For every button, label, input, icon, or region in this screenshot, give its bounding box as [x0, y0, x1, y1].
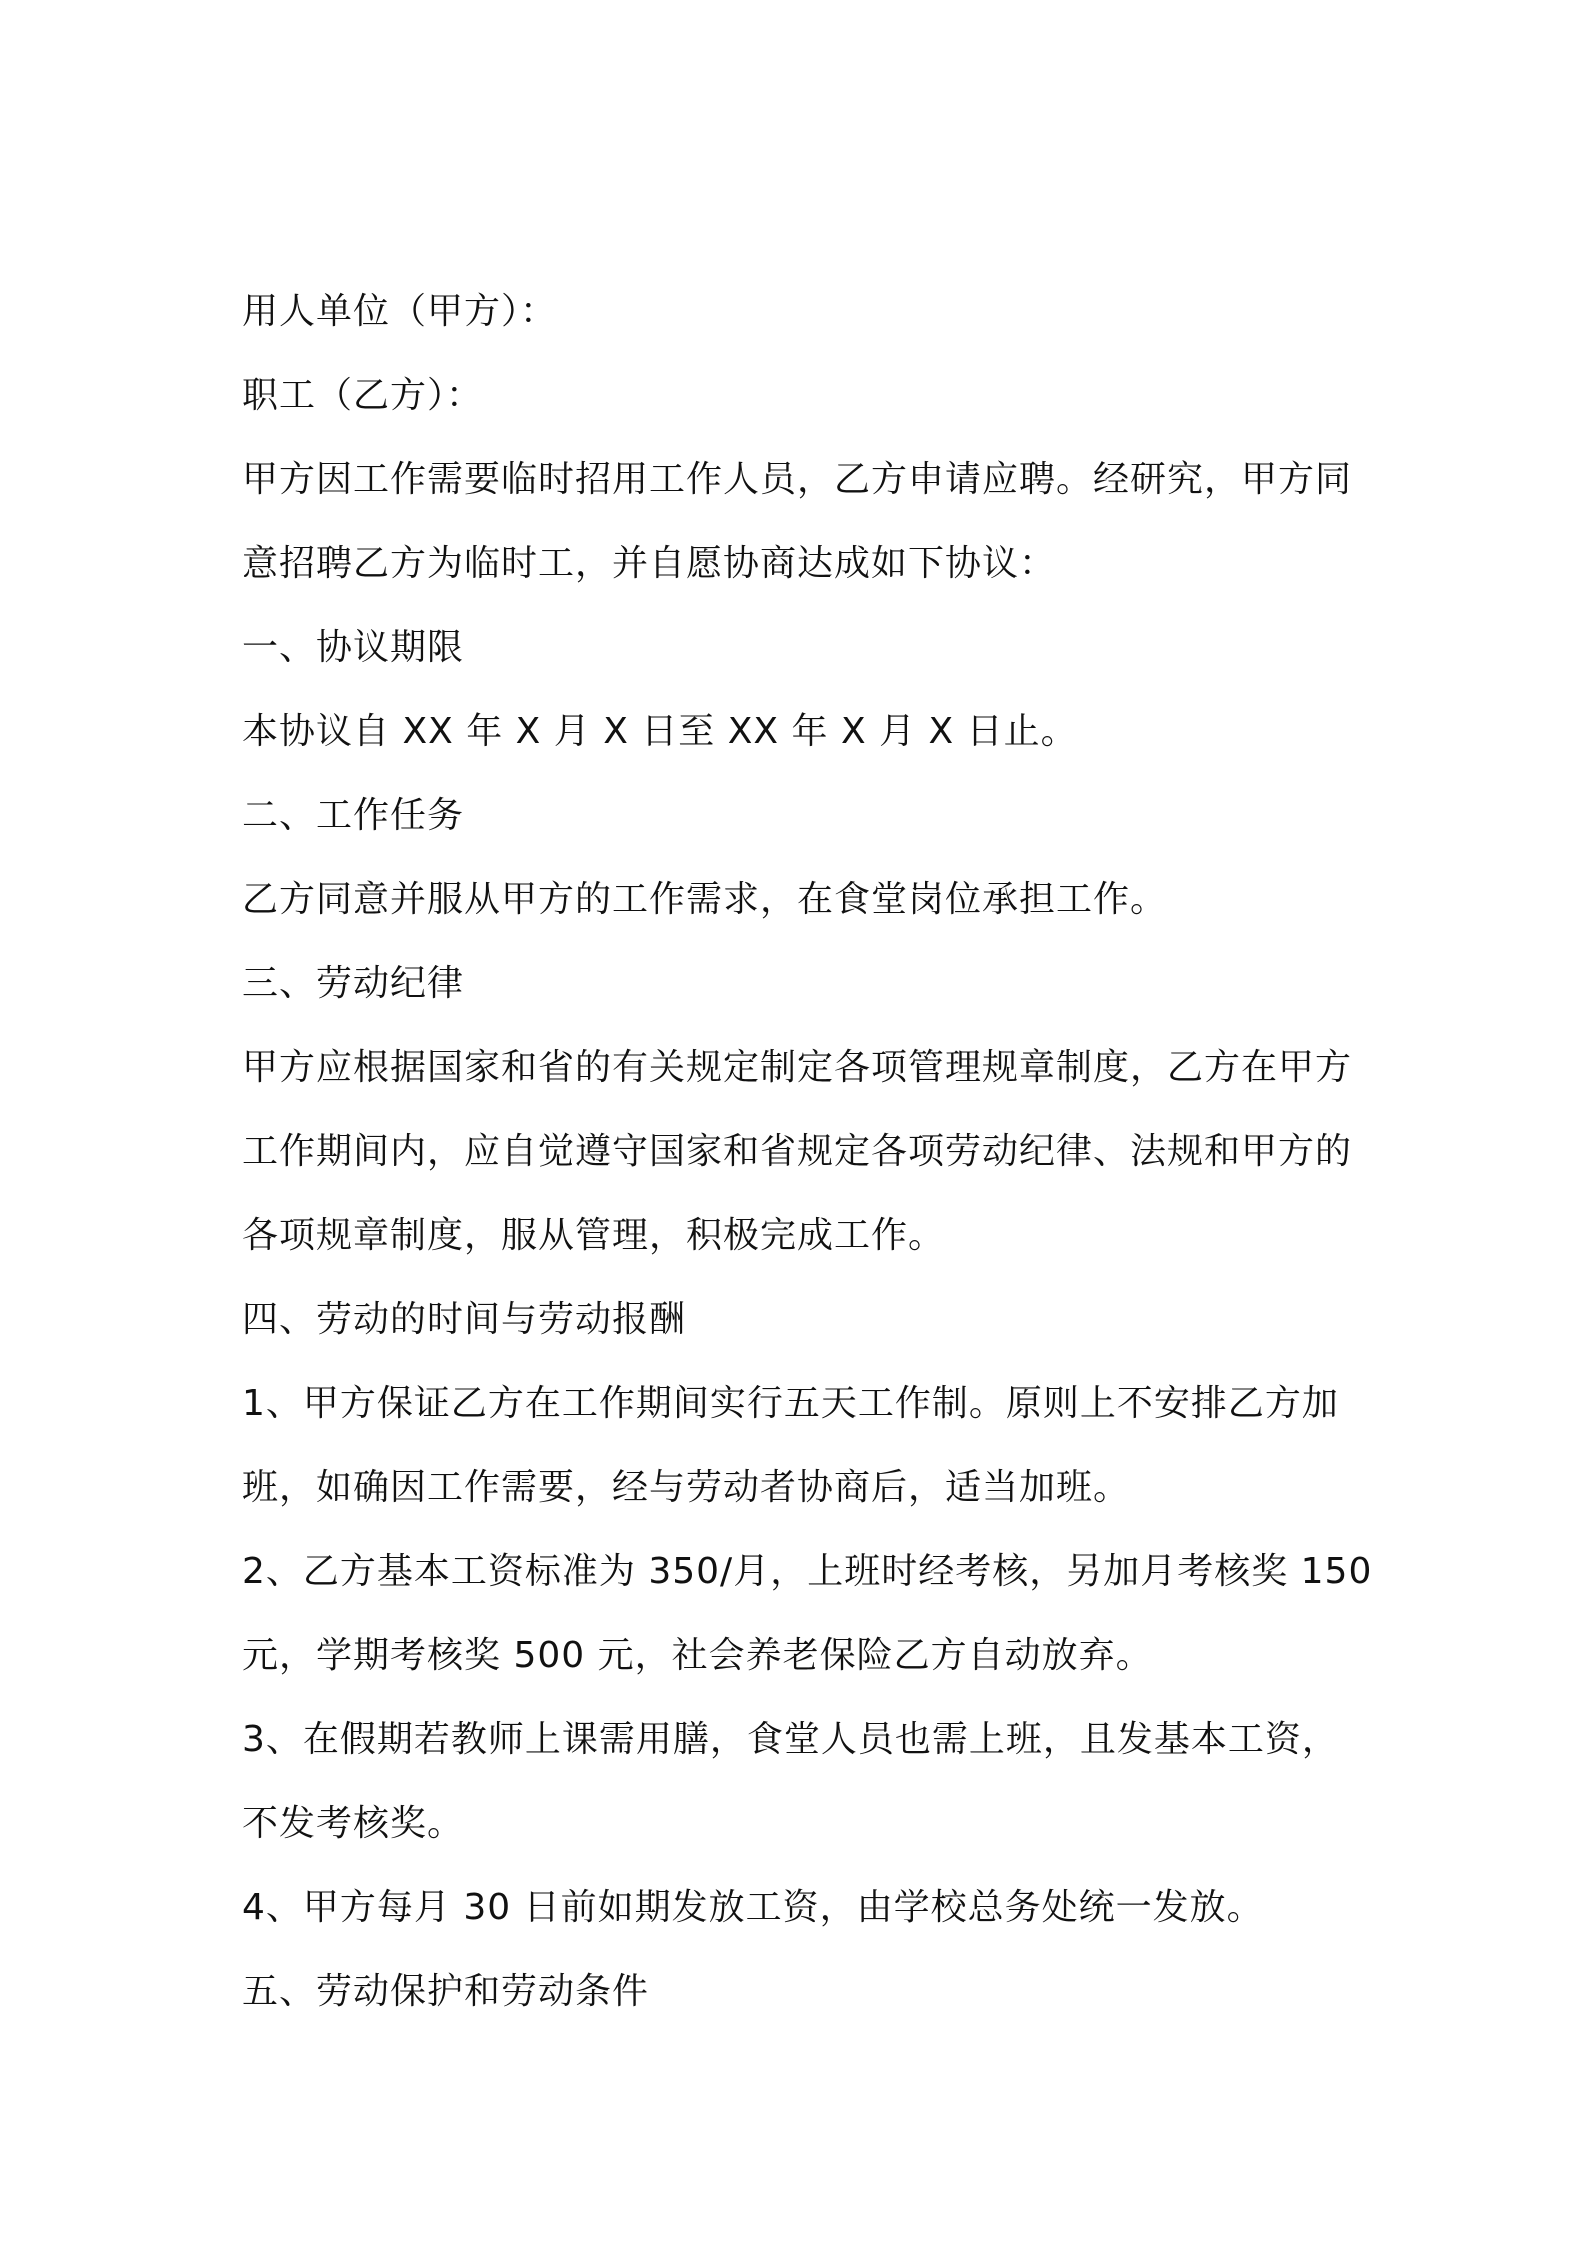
discipline-paragraph-line-1: 甲方应根据国家和省的有关规定制定各项管理规章制度，乙方在甲方 — [242, 1047, 1353, 1088]
employer-line: 用人单位（甲方）： — [242, 291, 558, 332]
document-body — [242, 270, 1373, 2034]
intro-paragraph-line-2: 意招聘乙方为临时工，并自愿协商达成如下协议： — [242, 543, 1057, 584]
tasks-paragraph: 乙方同意并服从甲方的工作需求，在食堂岗位承担工作。 — [242, 879, 1168, 920]
discipline-paragraph-line-3: 各项规章制度，服从管理，积极完成工作。 — [242, 1215, 946, 1256]
clause-3-line-2: 不发考核奖。 — [242, 1803, 465, 1844]
term-paragraph: 本协议自 XX 年 X 月 X 日至 XX 年 X 月 X 日止。 — [242, 711, 1078, 752]
clause-4-line: 4、甲方每月 30 日前如期发放工资，由学校总务处统一发放。 — [242, 1887, 1264, 1928]
section-heading-tasks: 二、工作任务 — [242, 795, 465, 836]
section-heading-time-pay: 四、劳动的时间与劳动报酬 — [242, 1299, 687, 1340]
employee-line: 职工（乙方）： — [242, 375, 484, 416]
clause-1-line-1: 1、甲方保证乙方在工作期间实行五天工作制。原则上不安排乙方加 — [242, 1383, 1339, 1424]
section-heading-discipline: 三、劳动纪律 — [242, 963, 465, 1004]
intro-paragraph-line-1: 甲方因工作需要临时招用工作人员，乙方申请应聘。经研究，甲方同 — [242, 459, 1353, 500]
clause-2-line-2: 元，学期考核奖 500 元，社会养老保险乙方自动放弃。 — [242, 1635, 1153, 1676]
clause-1-line-2: 班，如确因工作需要，经与劳动者协商后，适当加班。 — [242, 1467, 1131, 1508]
clause-2-line-1: 2、乙方基本工资标准为 350/月，上班时经考核，另加月考核奖 150 — [242, 1551, 1373, 1592]
clause-3-line-1: 3、在假期若教师上课需用膳，食堂人员也需上班，且发基本工资， — [242, 1719, 1339, 1760]
discipline-paragraph-line-2: 工作期间内，应自觉遵守国家和省规定各项劳动纪律、法规和甲方的 — [242, 1131, 1353, 1172]
section-heading-protection: 五、劳动保护和劳动条件 — [242, 1971, 650, 2012]
section-heading-term: 一、协议期限 — [242, 627, 465, 668]
